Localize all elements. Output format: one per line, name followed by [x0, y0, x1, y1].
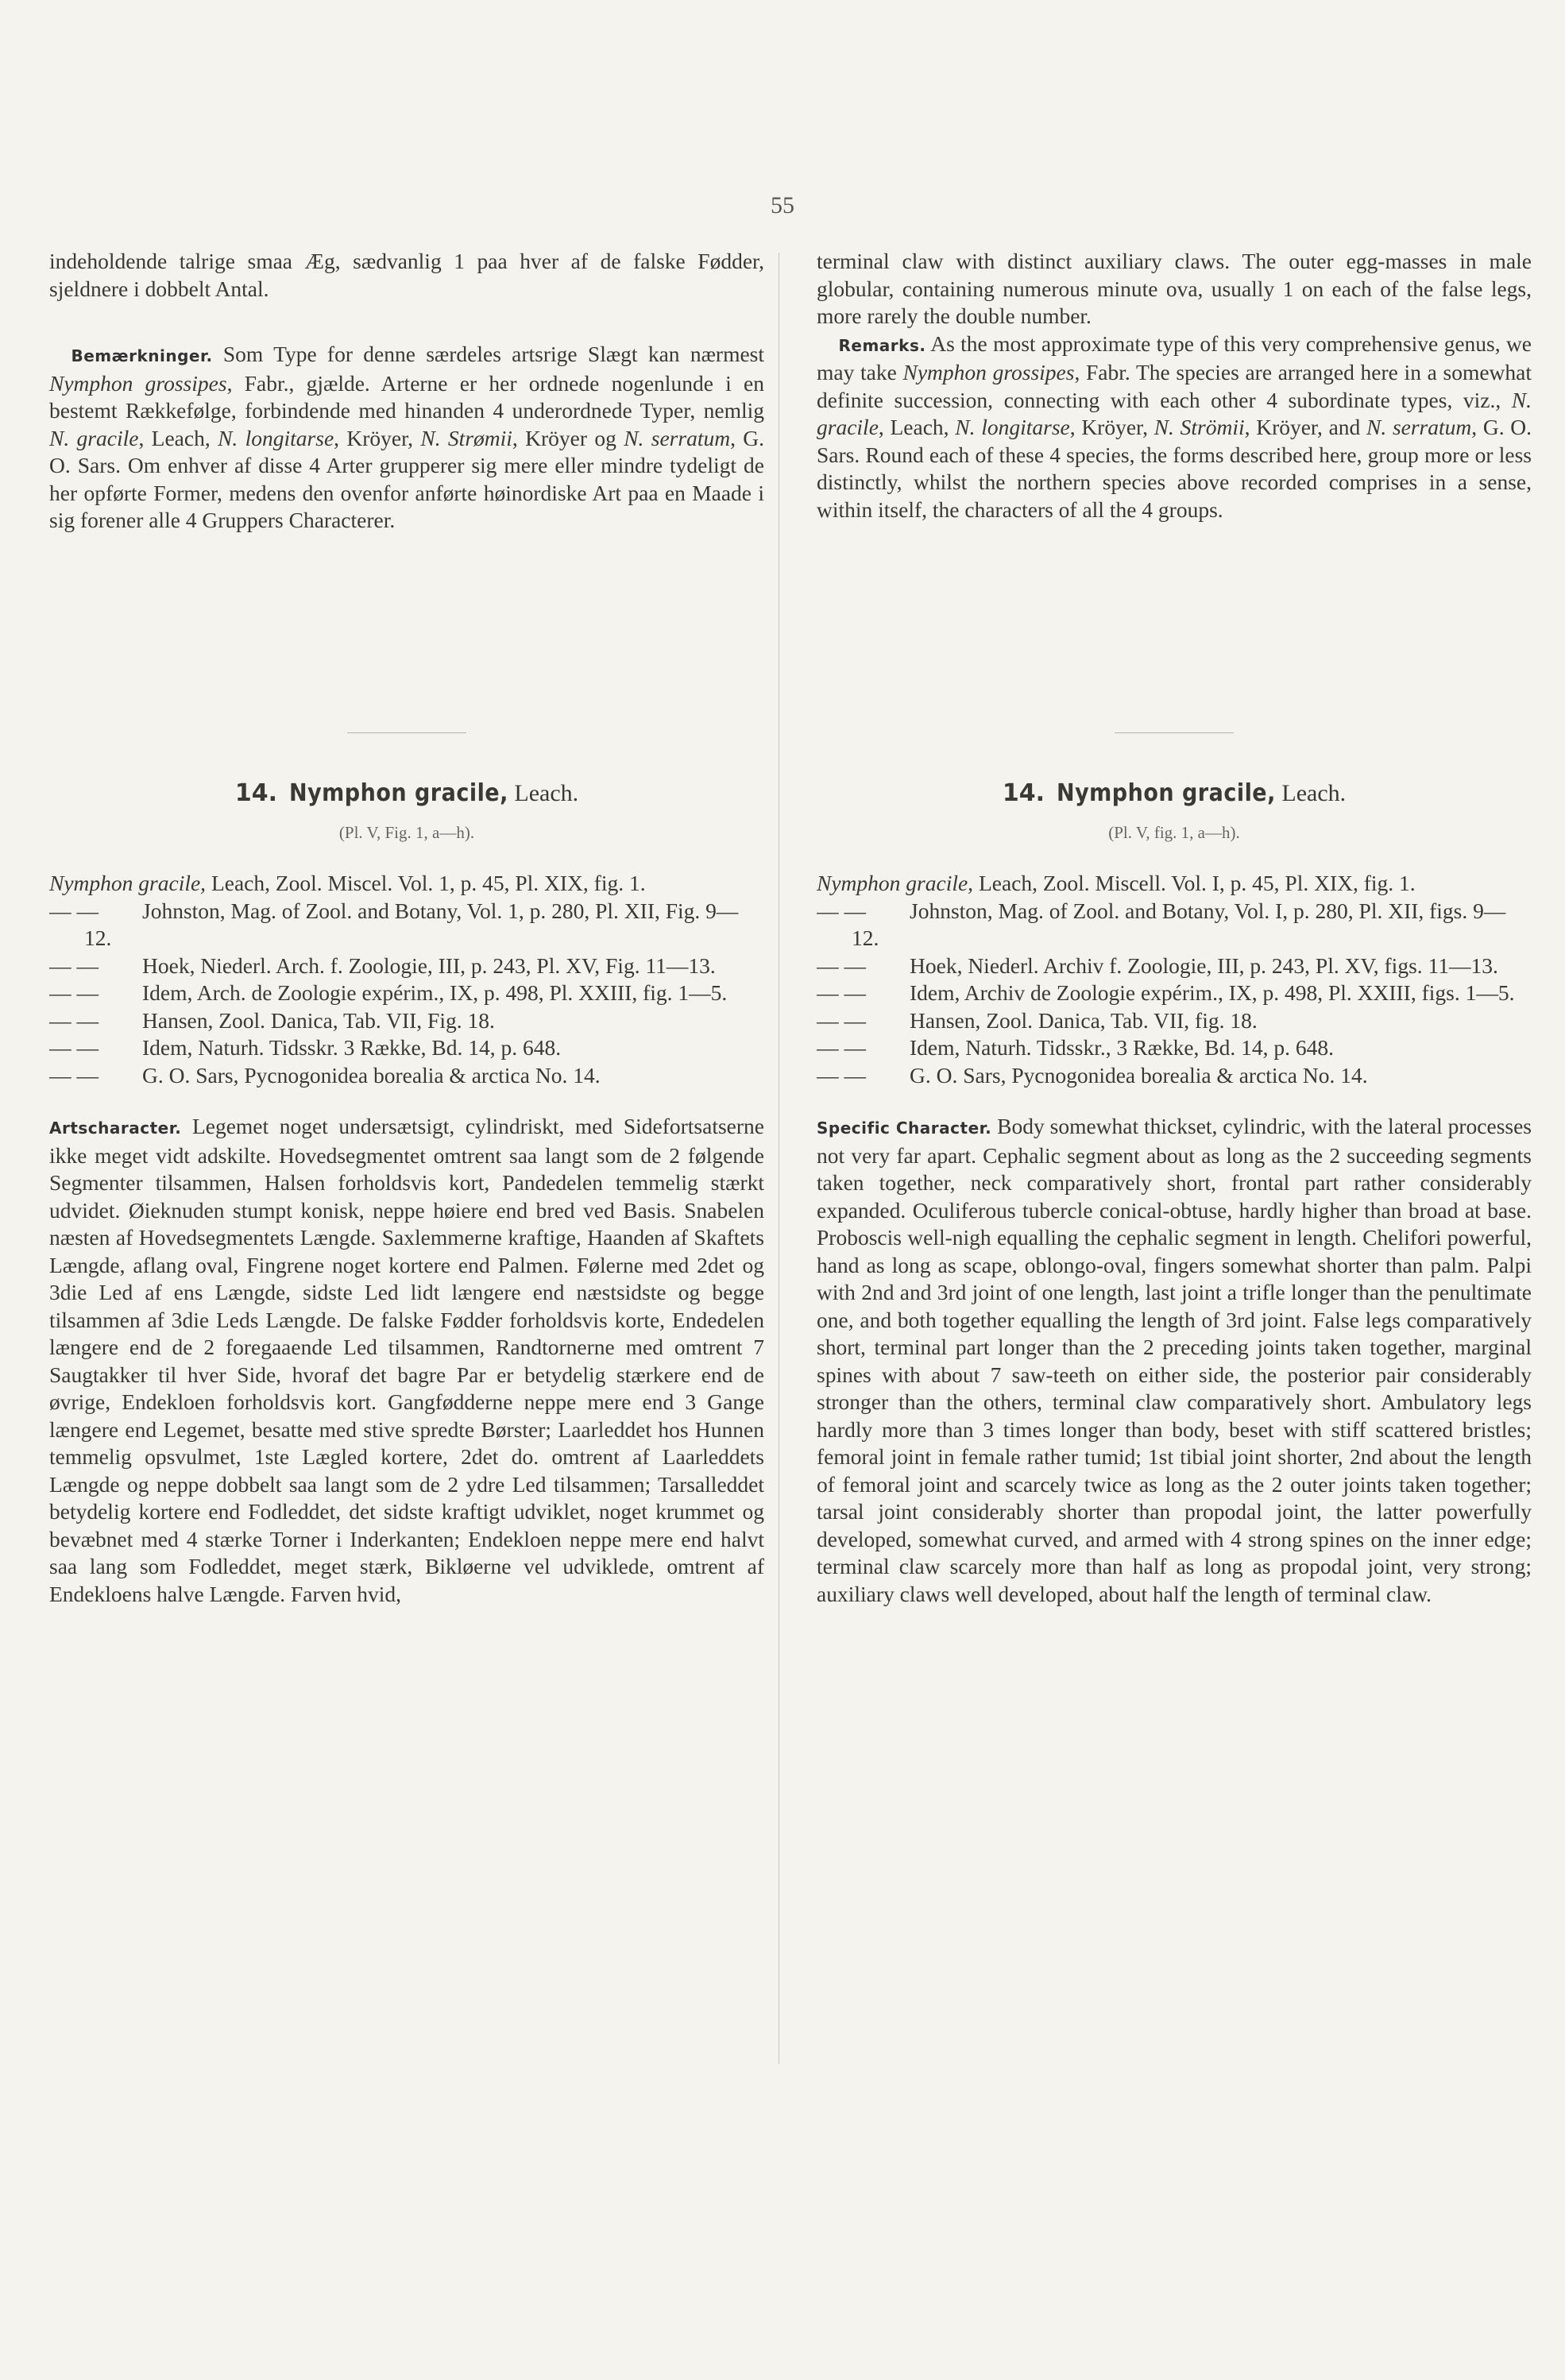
ditto-dashes: — —: [49, 980, 99, 1005]
right-remarks-text: , G. O. Sars. Round each of these 4 species, the forms described here, group more or less distinctly, whilst the northern species above recorded comprises in a sense, within itself, the characters of all the 4 groups.: [817, 415, 1532, 522]
left-remarks-taxon: Nymphon grossipes: [49, 370, 227, 396]
synonymy-entry: [49, 1007, 764, 1035]
synonym-citation: Johnston, Mag. of Zool. and Botany, Vol. I, p. 280, Pl. XII, figs. 9—12.: [852, 898, 1506, 950]
right-remarks-taxon: N. Strömii: [1153, 415, 1245, 439]
left-remarks-text: , G. O. Sars. Om enhver af disse 4 Arter grupperer sig mere eller mindre tydeligt de her opførte Former, medens den ovenfor anførte høinordiske Art paa en Maade i sig forener alle 4 Gruppers Characterer.: [49, 425, 765, 532]
page-number: 55: [771, 192, 794, 218]
synonym-citation: Idem, Naturh. Tidsskr. 3 Række, Bd. 14, p. 648.: [142, 1035, 562, 1060]
synonymy-entry: [49, 1062, 764, 1090]
right-remarks-text: , Fabr. The species are arranged here in a somewhat definite succession, connecting with each other 4 subordinate types, viz.,: [817, 360, 1532, 412]
ditto-dashes: — —: [49, 898, 99, 923]
right-intro-paragraph: terminal claw with distinct auxiliary claws. The outer egg-masses in male globular, containing numerous minute ova, usually 1 on each of the false legs, more rarely the double number.: [817, 249, 1532, 328]
section-rule-left: [347, 732, 466, 733]
synonymy-entry: [49, 870, 764, 898]
synonymy-entry: [817, 952, 1532, 980]
right-remarks-text: As the most approximate type of this very comprehensive genus, we may take: [817, 330, 1532, 384]
right-remarks-taxon: Nymphon grossipes: [902, 360, 1075, 384]
left-remarks-taxon: N. longitarse: [218, 425, 334, 450]
right-character-text: Body somewhat thickset, cylindric, with the lateral processes not very far apart. Cephalic segment about as long as the 2 succeeding segments taken together, neck comparatively short, frontal part rather considerably expanded. Oculiferous tubercle conical-obtuse, hardly higher than broad at base. Proboscis well-nigh equalling the cephalic segment in length. Chelifori powerful, hand as long as scape, oblongo-oval, fingers somewhat shorter than palm. Palpi with 2nd and 3rd joint of one length, last joint a trifle longer than the penultimate one, and both together equalling the length of 3rd joint. False legs comparatively short, terminal part longer than the 2 preceding joints taken together, marginal spines with about 7 saw-teeth on either side, the posterior pair considerably stronger than the others, terminal claw comparatively short. Ambulatory legs hardly more than 3 times longer than body, beset with stiff scattered bristles; femoral joint in female rather tumid; 1st tibial joint shorter, 2nd about the length of femoral joint and scarcely twice as long as the 2 outer joints taken together; tarsal joint considerably shorter than propodal joint, the latter powerfully developed, somewhat curved, and armed with 4 strong spines on the inner edge; terminal claw scarcely more than half as long as propodal joint, very strong; auxiliary claws well developed, about half the length of terminal claw.: [817, 1114, 1532, 1606]
right-remarks-text: , Leach,: [878, 415, 949, 439]
left-species-title: [49, 780, 764, 808]
synonym-citation: Idem, Naturh. Tidsskr., 3 Række, Bd. 14, p. 648.: [910, 1035, 1334, 1060]
synonymy-entry: [817, 1062, 1532, 1090]
species-author: Leach.: [1281, 780, 1347, 806]
ditto-dashes: — —: [817, 952, 866, 978]
synonym-citation: Hoek, Niederl. Arch. f. Zoologie, III, p. 243, Pl. XV, Fig. 11—13.: [142, 952, 716, 978]
ditto-dashes: — —: [817, 1035, 866, 1060]
left-remarks-taxon: N. gracile: [49, 425, 139, 450]
right-remarks-heading: Remarks.: [838, 335, 926, 355]
species-author: Leach.: [514, 780, 579, 806]
species-number: 14.: [1002, 779, 1045, 807]
species-number: 14.: [234, 779, 277, 807]
right-species-title: [817, 780, 1532, 808]
synonym-name: Nymphon gracile,: [817, 871, 974, 895]
ditto-dashes: — —: [49, 1035, 99, 1060]
synonymy-entry: [49, 1034, 764, 1062]
left-species-block: [49, 780, 764, 1608]
left-remarks-text: , Fabr., gjælde. Arterne er her ordnede nogenlunde i en bestemt Rækkefølge, forbindende med hinanden 4 underordnede Typer, nemlig: [49, 370, 765, 423]
right-species-block: [817, 780, 1532, 1608]
left-remarks-text: , Leach,: [138, 425, 211, 450]
synonymy-entry: [49, 979, 764, 1007]
synonym-citation: Hoek, Niederl. Archiv f. Zoologie, III, p. 243, Pl. XV, figs. 11—13.: [910, 952, 1498, 978]
right-remarks-taxon: N. gracile: [817, 387, 1532, 439]
left-remarks-taxon: N. serratum: [624, 425, 731, 450]
right-plate-reference: (Pl. V, fig. 1, a—h).: [1108, 822, 1240, 842]
right-character-paragraph: [817, 1113, 1532, 1608]
left-remarks-paragraph: [49, 341, 764, 535]
synonym-citation: G. O. Sars, Pycnogonidea borealia & arctica No. 14.: [910, 1062, 1368, 1088]
synonymy-entry: [817, 1034, 1532, 1062]
right-remarks-text: , Kröyer, and: [1244, 415, 1361, 439]
synonym-citation: G. O. Sars, Pycnogonidea borealia & arctica No. 14.: [142, 1062, 601, 1088]
right-remarks-taxon: N. serratum: [1366, 415, 1472, 439]
synonymy-entry: [817, 870, 1532, 898]
left-intro-paragraph: indeholdende talrige smaa Æg, sædvanlig 1 paa hver af de falske Fødder, sjeldnere i dobbelt Antal.: [49, 249, 764, 301]
left-synonymy-list: [49, 870, 764, 1089]
ditto-dashes: — —: [49, 952, 99, 978]
right-remarks-taxon: N. longitarse: [955, 415, 1070, 439]
synonymy-entry: [817, 1007, 1532, 1035]
left-plate-reference: (Pl. V, Fig. 1, a—h).: [338, 822, 475, 842]
species-name: Nymphon gracile,: [1056, 779, 1276, 807]
right-character-heading: Specific Character.: [817, 1119, 992, 1138]
right-remarks-text: , Kröyer,: [1069, 415, 1148, 439]
synonym-citation: Leach, Zool. Miscel. Vol. 1, p. 45, Pl. XIX, fig. 1.: [206, 871, 646, 895]
left-top-block: [49, 248, 764, 535]
left-character-heading: Artscharacter.: [49, 1119, 182, 1138]
left-remarks-text: , Kröyer og: [512, 425, 616, 450]
ditto-dashes: — —: [49, 1062, 99, 1088]
synonym-citation: Hansen, Zool. Danica, Tab. VII, fig. 18.: [910, 1007, 1258, 1033]
right-remarks-paragraph: [817, 330, 1532, 524]
synonym-citation: Idem, Arch. de Zoologie expérim., IX, p. 498, Pl. XXIII, fig. 1—5.: [142, 980, 728, 1005]
left-remarks-heading: Bemærkninger.: [71, 346, 213, 365]
synonym-citation: Idem, Archiv de Zoologie expérim., IX, p. 498, Pl. XXIII, figs. 1—5.: [910, 980, 1515, 1005]
synonym-citation: Johnston, Mag. of Zool. and Botany, Vol. 1, p. 280, Pl. XII, Fig. 9—12.: [84, 898, 739, 950]
left-remarks-taxon: N. Strømii: [420, 425, 512, 450]
synonymy-entry: [817, 898, 1532, 952]
ditto-dashes: — —: [49, 1007, 99, 1033]
left-remarks-text: Som Type for denne særdeles artsrige Slægt kan nærmest: [222, 342, 765, 366]
right-synonymy-list: [817, 870, 1532, 1089]
synonymy-entry: [49, 898, 764, 952]
synonym-citation: Leach, Zool. Miscell. Vol. I, p. 45, Pl. XIX, fig. 1.: [973, 871, 1416, 895]
left-character-text: Legemet noget undersætsigt, cylindriskt, med Sidefortsatserne ikke meget vidt adskilte. Hovedsegmentet omtrent saa langt som de 2 følgende Segmenter tilsammen, Halsen forholdsvis kort, Pandedelen temmelig stærkt udvidet. Øieknuden stumpt konisk, neppe høiere end bred ved Basis. Snabelen næsten af Hovedsegmentets Længde. Saxlemmerne kraftige, Haanden af Skaftets Længde, aflang oval, Fingrene noget kortere end Palmen. Følerne med 2det og 3die Led af ens Længde, sidste Led lidt længere end næstsidste og begge tilsammen af 3die Leds Længde. De falske Fødder forholdsvis korte, Endedelen længere end de 2 foregaaende Led tilsammen, Randtornerne med omtrent 7 Saugtakker til hver Side, hvoraf det bagre Par er betydelig stærkere end de øvrige, Endekloen forholdsvis kort. Gangfødderne neppe mere end 3 Gange længere end Legemet, besatte med stive spredte Børster; Laarleddet hos Hunnen temmelig opsvulmet, 1ste Lægled kortere, 2det do. omtrent af Laarleddets Længde og neppe dobbelt saa langt som de 2 ydre Led tilsammen; Tarsalleddet betydelig kortere end Fodleddet, det sidste kraftigt udviklet, noget krummet og bevæbnet med 4 stærke Torner i Inderkanten; Endekloen neppe mere end halvt saa lang som Fodleddet, meget stærk, Bikløerne vel udviklede, omtrent af Endekloens halve Længde. Farven hvid,: [49, 1114, 765, 1606]
ditto-dashes: — —: [817, 980, 866, 1005]
synonymy-entry: [817, 979, 1532, 1007]
synonym-citation: Hansen, Zool. Danica, Tab. VII, Fig. 18.: [142, 1007, 495, 1033]
ditto-dashes: — —: [817, 1007, 866, 1033]
left-character-paragraph: [49, 1113, 764, 1608]
species-name: Nymphon gracile,: [288, 779, 508, 807]
right-top-block: [817, 248, 1532, 524]
section-rule-right: [1115, 732, 1234, 733]
ditto-dashes: — —: [817, 898, 866, 923]
ditto-dashes: — —: [817, 1062, 866, 1088]
left-remarks-text: , Kröyer,: [334, 425, 414, 450]
synonym-name: Nymphon gracile,: [49, 871, 207, 895]
synonymy-entry: [49, 952, 764, 980]
